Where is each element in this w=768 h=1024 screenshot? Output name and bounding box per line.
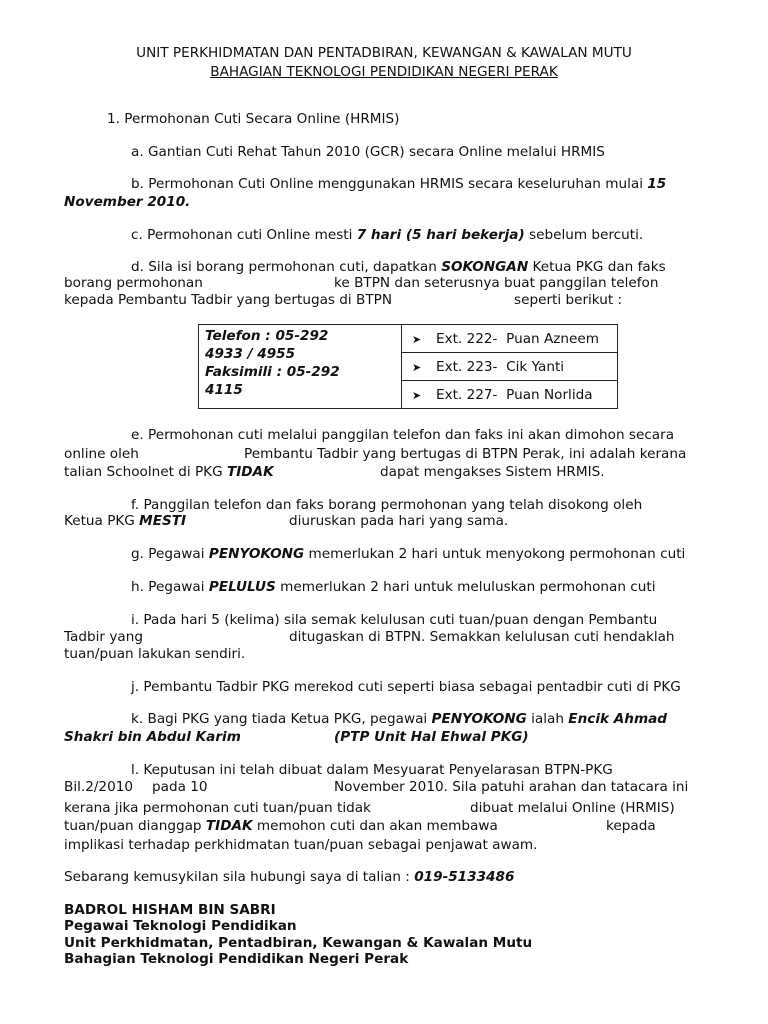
signature-role: Pegawai Teknologi Pendidikan	[64, 918, 297, 934]
item-g-post: memerlukan 2 hari untuk menyokong permohonan cuti	[304, 546, 686, 562]
item-k-line-2b: (PTP Unit Hal Ehwal PKG)	[334, 729, 529, 745]
closing-line	[64, 869, 514, 885]
signature-unit: Unit Perkhidmatan, Pentadbiran, Kewangan & Kawalan Mutu	[64, 935, 533, 951]
item-d-line-2a: borang permohonan	[64, 275, 203, 291]
item-d-bold: SOKONGAN	[441, 259, 529, 275]
contact-line: Faksimili : 05-292	[205, 364, 340, 380]
item-f-line-2b: diuruskan pada hari yang sama.	[289, 513, 509, 529]
item-k-line-2a: Shakri bin Abdul Karim	[64, 729, 241, 745]
signature-dept: Bahagian Teknologi Pendidikan Negeri Perak	[64, 951, 409, 967]
item-l-line-3a: kerana jika permohonan cuti tuan/puan tidak	[64, 800, 371, 816]
item-d-pre: d. Sila isi borang permohonan cuti, dapatkan	[131, 259, 442, 275]
item-l-line-4a	[64, 818, 498, 834]
item-d-post: Ketua PKG dan faks	[528, 259, 666, 275]
arrowhead-bullet-icon: ➤	[412, 388, 422, 402]
item-b-line-1	[131, 176, 666, 192]
item-l-line-5: implikasi terhadap perkhidmatan tuan/puan sebagai penjawat awam.	[64, 837, 538, 853]
item-g-bold: PENYOKONG	[208, 546, 305, 562]
item-c	[131, 227, 643, 243]
item-d-line-2b: ke BTPN dan seterusnya buat panggilan telefon	[334, 275, 659, 291]
item-h-post: memerlukan 2 hari untuk meluluskan permohonan cuti	[275, 579, 656, 595]
extension-row	[402, 353, 618, 381]
item-l-line-4c: kepada	[606, 818, 656, 834]
extension-row	[402, 325, 618, 353]
section-title: 1. Permohonan Cuti Secara Online (HRMIS)	[107, 111, 400, 127]
signature-name: BADROL HISHAM BIN SABRI	[64, 902, 276, 918]
item-h	[131, 579, 655, 595]
item-f-line-2-bold: MESTI	[139, 513, 187, 529]
item-e-line-3-bold: TIDAK	[226, 464, 274, 480]
extension-number: Ext. 222-	[436, 330, 498, 347]
item-k-bold-2: Encik Ahmad	[568, 711, 668, 727]
closing-text: Sebarang kemusykilan sila hubungi saya di talian :	[64, 869, 415, 885]
item-k-bold-1: PENYOKONG	[431, 711, 527, 727]
item-h-bold: PELULUS	[208, 579, 276, 595]
item-l-line-4-text: tuan/puan dianggap	[64, 818, 206, 834]
item-e-line-2a: online oleh	[64, 446, 139, 462]
contact-line: 4933 / 4955	[205, 346, 296, 362]
contact-table	[198, 324, 618, 409]
item-b-text: b. Permohonan Cuti Online menggunakan HRMIS secara keseluruhan mulai	[131, 176, 648, 192]
contact-line: Telefon : 05-292	[205, 328, 329, 344]
item-l-line-4-bold: TIDAK	[205, 818, 253, 834]
item-l-line-2c: November 2010. Sila patuhi arahan dan tatacara ini	[334, 779, 689, 795]
item-l-line-3b: dibuat melalui Online (HRMIS)	[470, 800, 675, 816]
item-d-line-3b: seperti berikut :	[514, 292, 623, 308]
arrowhead-bullet-icon: ➤	[412, 332, 422, 346]
item-l-line-4-rest: memohon cuti dan akan membawa	[252, 818, 498, 834]
item-j: j. Pembantu Tadbir PKG merekod cuti seperti biasa sebagai pentadbir cuti di PKG	[131, 679, 681, 695]
item-i-line-1: i. Pada hari 5 (kelima) sila semak kelulusan cuti tuan/puan dengan Pembantu	[131, 612, 658, 628]
header-line-2: BAHAGIAN TEKNOLOGI PENDIDIKAN NEGERI PERAK	[210, 64, 558, 80]
item-a: a. Gantian Cuti Rehat Tahun 2010 (GCR) secara Online melalui HRMIS	[131, 144, 605, 160]
extension-name: Puan Norlida	[506, 386, 593, 403]
item-c-post: sebelum bercuti.	[524, 227, 644, 243]
extension-number: Ext. 227-	[436, 386, 498, 403]
arrowhead-bullet-icon: ➤	[412, 360, 422, 374]
contact-line: 4115	[205, 382, 243, 398]
item-e-line-1: e. Permohonan cuti melalui panggilan telefon dan faks ini akan dimohon secara	[131, 427, 675, 443]
contact-phone-fax-cell	[199, 325, 402, 409]
item-l-line-2b: pada 10	[152, 779, 208, 795]
item-i-line-3: tuan/puan lakukan sendiri.	[64, 646, 246, 662]
item-f-line-2a	[64, 513, 186, 529]
item-h-pre: h. Pegawai	[131, 579, 209, 595]
item-g	[131, 546, 685, 562]
item-k-line-1	[131, 711, 667, 727]
item-e-line-3a	[64, 464, 274, 480]
extension-row	[402, 381, 618, 409]
item-l-line-2a: Bil.2/2010	[64, 779, 134, 795]
extension-name: Puan Azneem	[506, 330, 599, 347]
item-l-line-1: l. Keputusan ini telah dibuat dalam Mesyuarat Penyelarasan BTPN-PKG	[131, 762, 613, 778]
item-k-pre: k. Bagi PKG yang tiada Ketua PKG, pegawai	[131, 711, 432, 727]
item-f-line-2-text: Ketua PKG	[64, 513, 140, 529]
item-e-line-2b: Pembantu Tadbir yang bertugas di BTPN Perak, ini adalah kerana	[244, 446, 687, 462]
item-c-bold: 7 hari (5 hari bekerja)	[356, 227, 525, 243]
item-b-date-month: November 2010.	[64, 194, 191, 210]
item-c-pre: c. Permohonan cuti Online mesti	[131, 227, 357, 243]
header-line-1: UNIT PERKHIDMATAN DAN PENTADBIRAN, KEWANGAN & KAWALAN MUTU	[136, 45, 632, 61]
extension-name: Cik Yanti	[506, 358, 565, 375]
item-b-date-day: 15	[647, 176, 667, 192]
item-g-pre: g. Pegawai	[131, 546, 209, 562]
item-e-line-3-text: talian Schoolnet di PKG	[64, 464, 227, 480]
extension-number: Ext. 223-	[436, 358, 498, 375]
item-d-line-3a: kepada Pembantu Tadbir yang bertugas di BTPN	[64, 292, 393, 308]
item-e-line-3b: dapat mengakses Sistem HRMIS.	[380, 464, 605, 480]
item-i-line-2b: ditugaskan di BTPN. Semakkan kelulusan cuti hendaklah	[289, 629, 675, 645]
item-d-line-1	[131, 259, 666, 275]
closing-phone: 019-5133486	[414, 869, 515, 885]
item-k-mid: ialah	[526, 711, 569, 727]
item-i-line-2a: Tadbir yang	[64, 629, 143, 645]
item-f-line-1: f. Panggilan telefon dan faks borang permohonan yang telah disokong oleh	[131, 497, 643, 513]
